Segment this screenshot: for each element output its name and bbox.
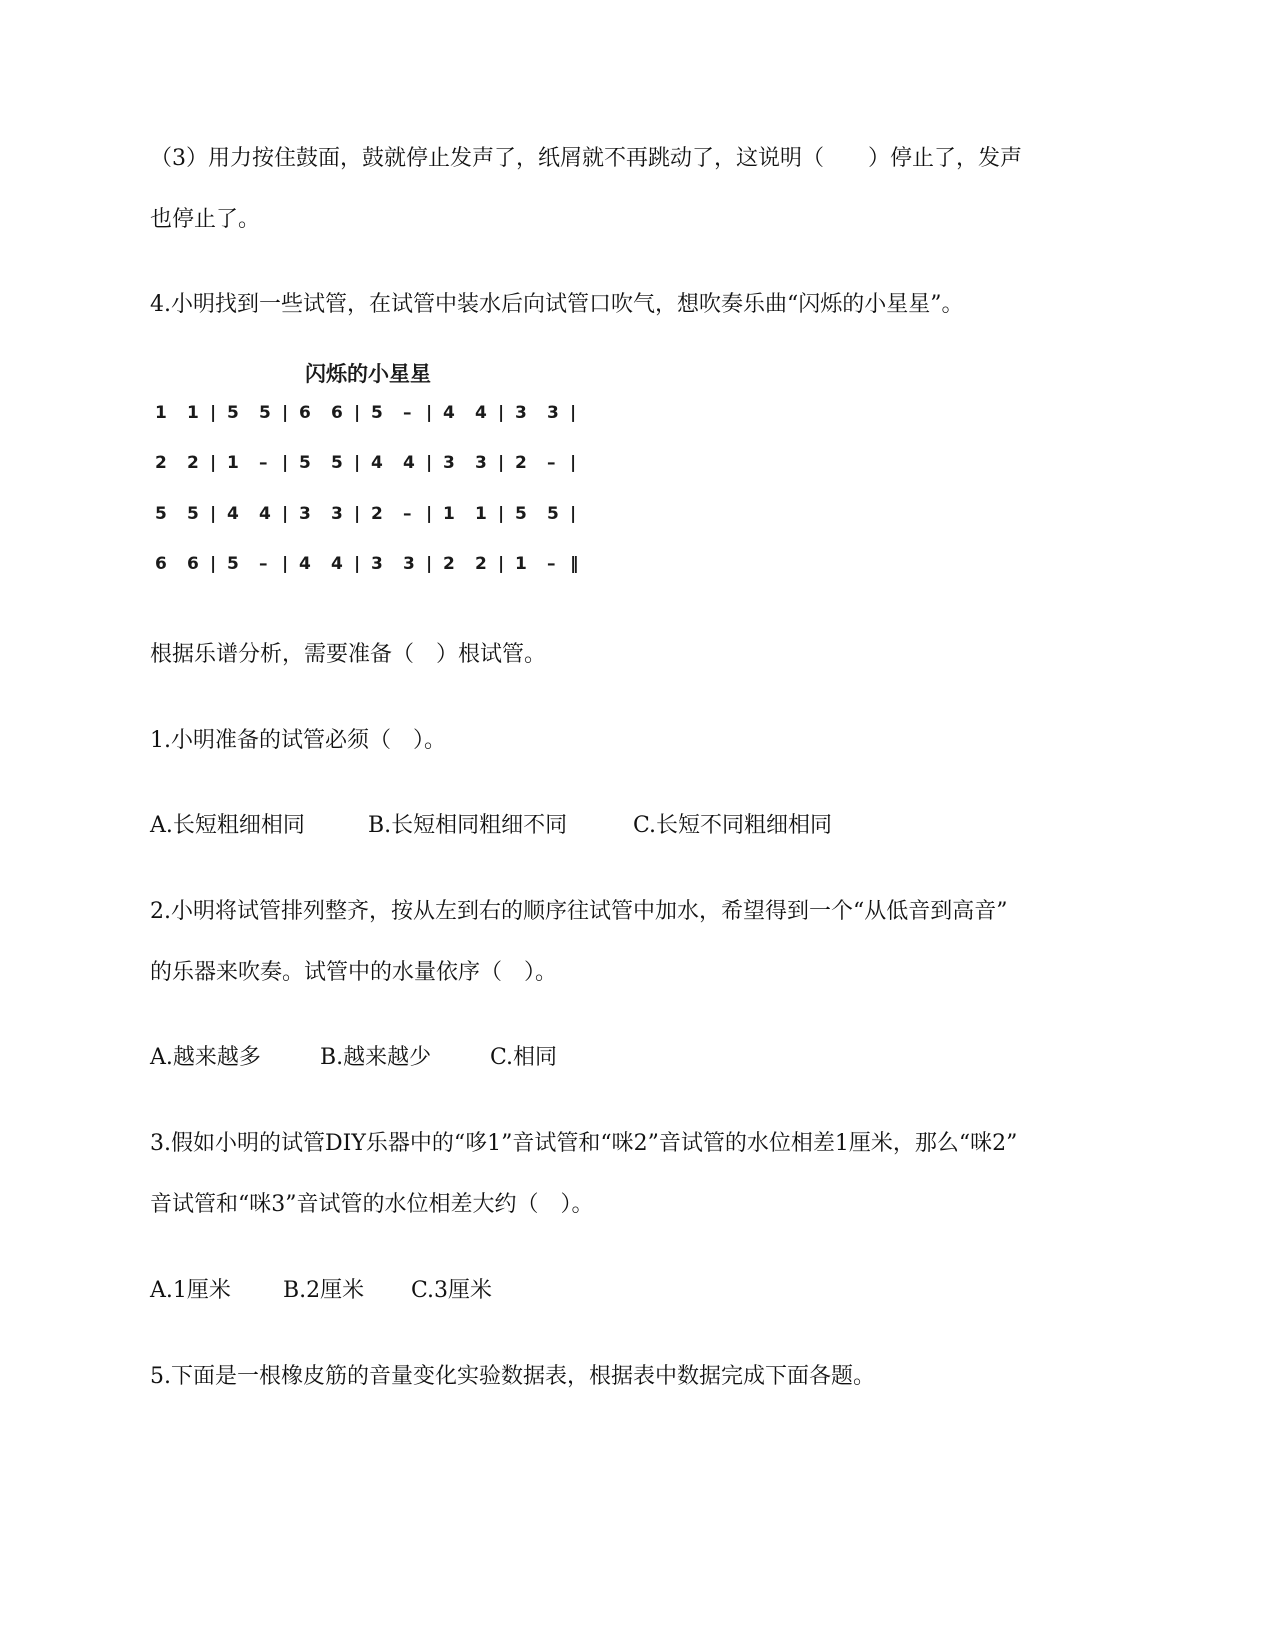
score-note: 3 [371,554,383,574]
score-barline: | [426,403,433,423]
score-note: 1 [443,504,455,524]
score-note: 4 [227,504,239,524]
score-note: 1 [155,403,167,423]
score-note: 6 [155,554,167,574]
score-note: 4 [475,403,487,423]
score-barline: | [354,403,361,423]
score-note: 4 [371,453,383,473]
score-note: 4 [259,504,271,524]
score-note: 6 [331,403,343,423]
score-barline: | [210,403,217,423]
score-note: 3 [515,403,527,423]
score-note: 2 [443,554,455,574]
option-a: A.越来越多 [150,1045,261,1070]
score-note: 3 [331,504,343,524]
score-row [155,398,615,428]
sub-question-2-line-2: 的乐器来吹奏。试管中的水量依序（ ）。 [150,960,558,985]
score-barline: ‖ [570,554,579,574]
score-row [155,549,615,579]
score-barline: | [282,403,289,423]
option-b: B.越来越少 [320,1045,432,1070]
sheet-music-title: 闪烁的小星星 [305,362,431,386]
score-note: – [403,403,412,423]
score-note: 2 [475,554,487,574]
score-note: 3 [475,453,487,473]
score-row [155,448,615,478]
score-note: 1 [515,554,527,574]
score-note: 1 [227,453,239,473]
score-barline: | [570,504,577,524]
score-note: 6 [299,403,311,423]
option-c: C.相同 [490,1045,558,1070]
score-note: 5 [299,453,311,473]
option-a: A.长短粗细相同 [150,813,305,838]
score-barline: | [210,554,217,574]
sub-question-3-line-2: 音试管和“咪3”音试管的水位相差大约（ ）。 [150,1192,594,1217]
question-3-part-3-line-1: （3）用力按住鼓面，鼓就停止发声了，纸屑就不再跳动了，这说明（ ）停止了，发声 [150,146,1023,171]
score-barline: | [498,453,505,473]
question-3-part-3-line-2: 也停止了。 [150,207,261,232]
sub-question-1-options [150,811,832,841]
score-note: 4 [403,453,415,473]
score-note: 5 [227,403,239,423]
score-note: 2 [187,453,199,473]
sub-question-2-line-1: 2.小明将试管排列整齐，按从左到右的顺序往试管中加水，希望得到一个“从低音到高音” [150,899,1008,924]
score-barline: | [282,554,289,574]
score-note: 5 [547,504,559,524]
question-4-intro: 4.小明找到一些试管，在试管中装水后向试管口吹气，想吹奏乐曲“闪烁的小星星”。 [150,292,964,317]
score-barline: | [282,504,289,524]
score-note: 5 [515,504,527,524]
option-a: A.1厘米 [150,1278,231,1303]
sub-question-3-line-1: 3.假如小明的试管DIY乐器中的“哆1”音试管和“咪2”音试管的水位相差1厘米，那么“咪2” [150,1131,1018,1156]
score-note: 1 [475,504,487,524]
option-b: B.2厘米 [283,1278,365,1303]
score-note: 4 [443,403,455,423]
score-note: – [547,453,556,473]
score-row [155,499,615,529]
score-note: – [259,453,268,473]
score-barline: | [282,453,289,473]
option-c: C.3厘米 [411,1278,493,1303]
score-barline: | [354,453,361,473]
score-barline: | [354,504,361,524]
option-b: B.长短相同粗细不同 [368,813,568,838]
score-note: 2 [371,504,383,524]
score-note: 3 [299,504,311,524]
score-note: 3 [443,453,455,473]
score-note: – [403,504,412,524]
sub-question-2-options [150,1043,557,1073]
score-note: 6 [187,554,199,574]
score-note: 3 [547,403,559,423]
score-note: 5 [187,504,199,524]
score-note: 4 [331,554,343,574]
sub-question-1: 1.小明准备的试管必须（ ）。 [150,728,446,753]
score-note: 5 [331,453,343,473]
score-barline: | [570,403,577,423]
score-note: 1 [187,403,199,423]
score-barline: | [498,403,505,423]
score-note: 5 [371,403,383,423]
score-note: 3 [403,554,415,574]
score-barline: | [498,554,505,574]
sheet-music-image [155,358,615,608]
score-note: 2 [515,453,527,473]
score-note: 5 [155,504,167,524]
score-note: 5 [227,554,239,574]
sub-question-3-options [150,1276,492,1306]
score-barline: | [498,504,505,524]
option-c: C.长短不同粗细相同 [633,813,833,838]
score-barline: | [426,554,433,574]
score-note: – [259,554,268,574]
score-barline: | [210,504,217,524]
score-note: 4 [299,554,311,574]
score-barline: | [210,453,217,473]
question-5-intro: 5.下面是一根橡皮筋的音量变化实验数据表，根据表中数据完成下面各题。 [150,1364,875,1389]
score-note: 2 [155,453,167,473]
score-barline: | [426,453,433,473]
score-barline: | [354,554,361,574]
question-4-tube-count: 根据乐谱分析，需要准备（ ）根试管。 [150,642,547,667]
score-barline: | [426,504,433,524]
score-note: – [547,554,556,574]
score-note: 5 [259,403,271,423]
score-barline: | [570,453,577,473]
